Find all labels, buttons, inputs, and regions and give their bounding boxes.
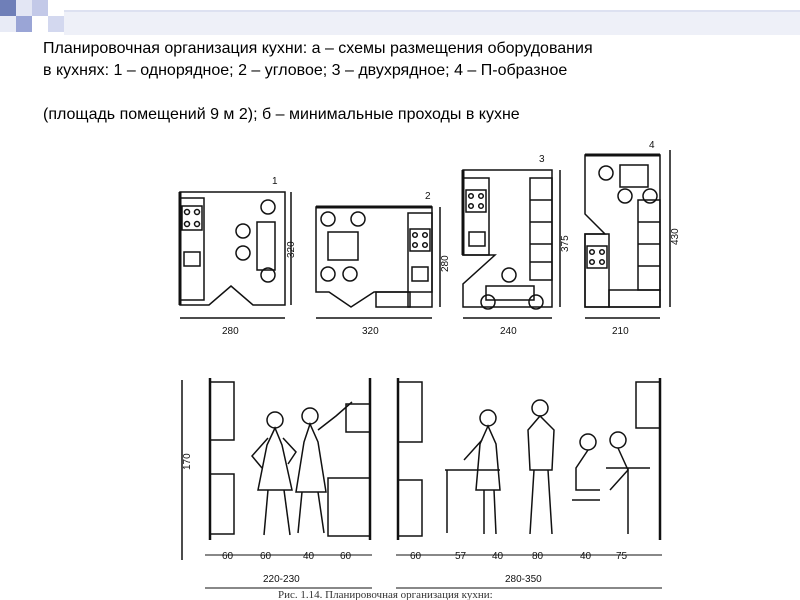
right-dim-1: 60 [410,551,422,562]
figure-caption: Рис. 1.14. Планировочная организация кухни: [278,589,493,600]
plan-2-height: 280 [440,255,451,272]
plan-4 [585,150,670,318]
left-dim-2: 60 [260,551,272,562]
right-dim-2: 57 [455,551,467,562]
title-line-2: в кухнях: 1 – однорядное; 2 – угловое; 3 – двухрядное; 4 – П-образное [43,62,568,79]
plan-1-width: 280 [222,326,239,337]
plan-3-height: 375 [560,235,571,252]
plan-3 [463,170,560,318]
right-dim-4: 80 [532,551,544,562]
plan-1-height: 320 [286,241,297,258]
plan-2 [316,207,440,318]
plan-2-number: 2 [425,191,431,202]
left-dim-1: 60 [222,551,234,562]
right-dim-6: 75 [616,551,628,562]
left-section [182,378,370,560]
plan-1-number: 1 [272,176,278,187]
plan-4-height: 430 [670,228,681,245]
plan-4-width: 210 [612,326,629,337]
right-total: 280-350 [505,574,542,585]
title-line-1: Планировочная организация кухни: а – схемы размещения оборудования [43,40,593,57]
plan-4-number: 4 [649,140,655,151]
plan-2-width: 320 [362,326,379,337]
plan-1 [180,192,291,318]
plan-3-number: 3 [539,154,545,165]
left-dim-4: 60 [340,551,352,562]
plan-3-width: 240 [500,326,517,337]
right-dim-3: 40 [492,551,504,562]
right-section [398,378,660,540]
title-line-3: (площадь помещений 9 м 2); б – минимальные проходы в кухне [43,106,520,123]
left-total: 220-230 [263,574,300,585]
right-dim-5: 40 [580,551,592,562]
left-dim-3: 40 [303,551,315,562]
section-height: 170 [182,453,193,470]
